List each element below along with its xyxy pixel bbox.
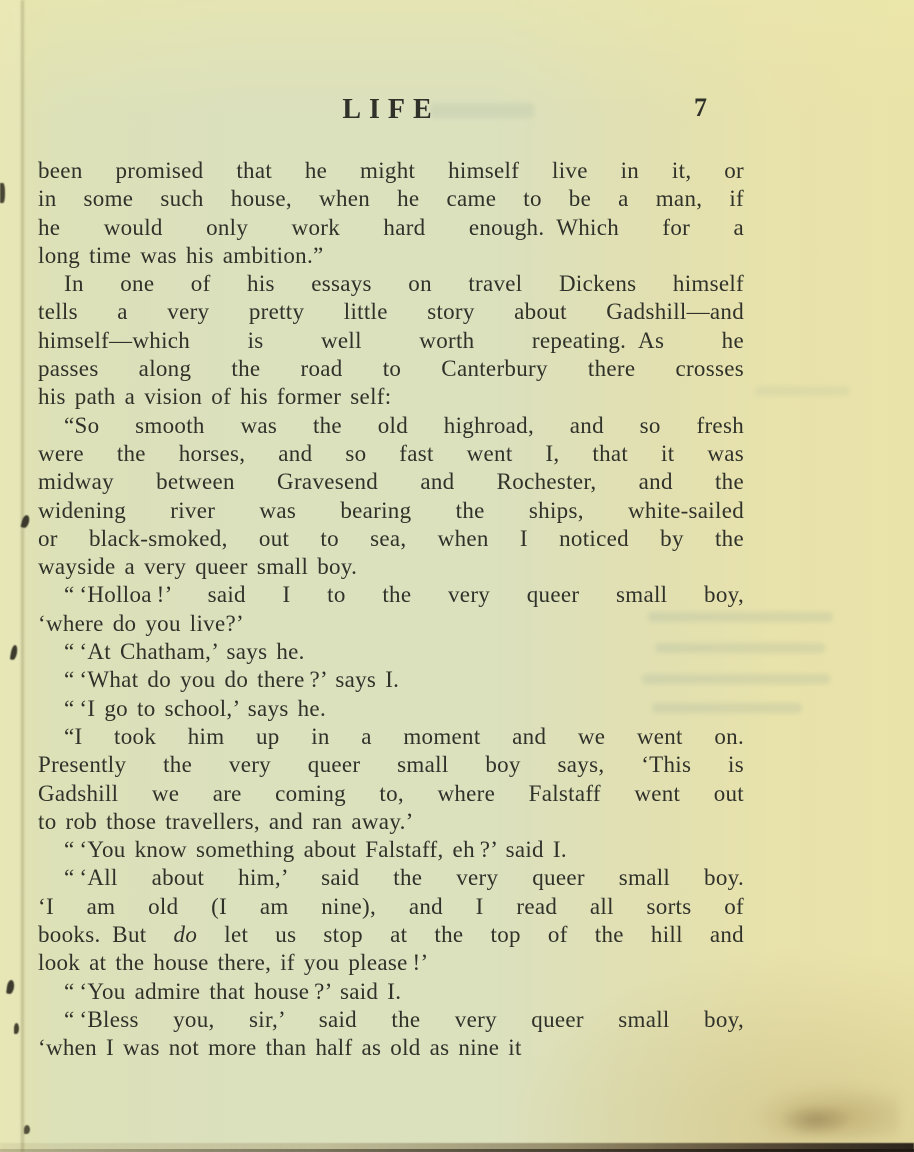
paragraph bbox=[38, 638, 744, 666]
text-line: or black-smoked, out to sea, when I noticed by the bbox=[38, 525, 744, 551]
text-line: he would only work hard enough. Which for a bbox=[38, 214, 744, 240]
paragraph bbox=[38, 666, 744, 694]
text-block bbox=[38, 157, 744, 1063]
text-line: ‘where do you live?’ bbox=[38, 610, 244, 636]
paragraph bbox=[38, 978, 744, 1006]
text-line: “ ‘What do you do there ?’ says I. bbox=[64, 667, 400, 693]
text-line: Presently the very queer small boy says, ‘This is bbox=[38, 752, 744, 778]
ink-speck bbox=[24, 1125, 30, 1134]
text-line: to rob those travellers, and ran away.’ bbox=[38, 808, 414, 834]
show-through-mark bbox=[755, 386, 850, 396]
text-line: “ ‘Bless you, sir,’ said the very queer small boy, bbox=[64, 1006, 744, 1032]
text-line: passes along the road to Canterbury there crosses bbox=[38, 356, 744, 382]
text-line: books. But do let us stop at the top of the hill and bbox=[38, 922, 744, 948]
text-line: “So smooth was the old highroad, and so fresh bbox=[64, 412, 744, 438]
text-line: tells a very pretty little story about Gadshill—and bbox=[38, 299, 744, 325]
page-header bbox=[38, 93, 744, 125]
text-line: “I took him up in a moment and we went on. bbox=[64, 723, 744, 749]
text-line: “ ‘Holloa !’ said I to the very queer small boy, bbox=[64, 582, 744, 608]
paragraph bbox=[38, 695, 744, 723]
paragraph bbox=[38, 270, 744, 411]
text-line: “ ‘You know something about Falstaff, eh ?’ said I. bbox=[64, 837, 567, 863]
text-line: Gadshill we are coming to, where Falstaff went out bbox=[38, 780, 744, 806]
text-line: ‘I am old (I am nine), and I read all sorts of bbox=[38, 893, 744, 919]
text-line: “ ‘I go to school,’ says he. bbox=[64, 695, 326, 721]
text-line: midway between Gravesend and Rochester, and the bbox=[38, 469, 744, 495]
page-number: 7 bbox=[694, 93, 707, 122]
paragraph bbox=[38, 836, 744, 864]
text-line: ‘when I was not more than half as old as nine it bbox=[38, 1035, 522, 1061]
paragraph bbox=[38, 723, 744, 836]
text-line: In one of his essays on travel Dickens himself bbox=[64, 271, 744, 297]
text-line: were the horses, and so fast went I, that it was bbox=[38, 440, 744, 466]
text-line: look at the house there, if you please !’ bbox=[38, 950, 429, 976]
text-line: widening river was bearing the ships, white-sailed bbox=[38, 497, 744, 523]
text-line: his path a vision of his former self: bbox=[38, 384, 392, 410]
text-line: “ ‘All about him,’ said the very queer small boy. bbox=[64, 865, 744, 891]
text-line: “ ‘You admire that house ?’ said I. bbox=[64, 978, 402, 1004]
text-line: wayside a very queer small boy. bbox=[38, 554, 358, 580]
text-line: himself—which is well worth repeating. As he bbox=[38, 327, 744, 353]
text-line: “ ‘At Chatham,’ says he. bbox=[64, 639, 305, 665]
ink-speck bbox=[0, 183, 5, 203]
paragraph bbox=[38, 157, 744, 270]
paragraph bbox=[38, 412, 744, 582]
paragraph bbox=[38, 581, 744, 638]
binding-crease bbox=[21, 0, 24, 1152]
text-line: in some such house, when he came to be a man, if bbox=[38, 186, 744, 212]
text-line: been promised that he might himself live in it, or bbox=[38, 158, 744, 183]
paragraph bbox=[38, 864, 744, 977]
running-head-title: LIFE bbox=[342, 94, 440, 125]
text-line: long time was his ambition.” bbox=[38, 242, 324, 268]
ink-speck bbox=[14, 1023, 19, 1034]
corner-smudge bbox=[778, 1104, 852, 1136]
paragraph bbox=[38, 1006, 744, 1063]
